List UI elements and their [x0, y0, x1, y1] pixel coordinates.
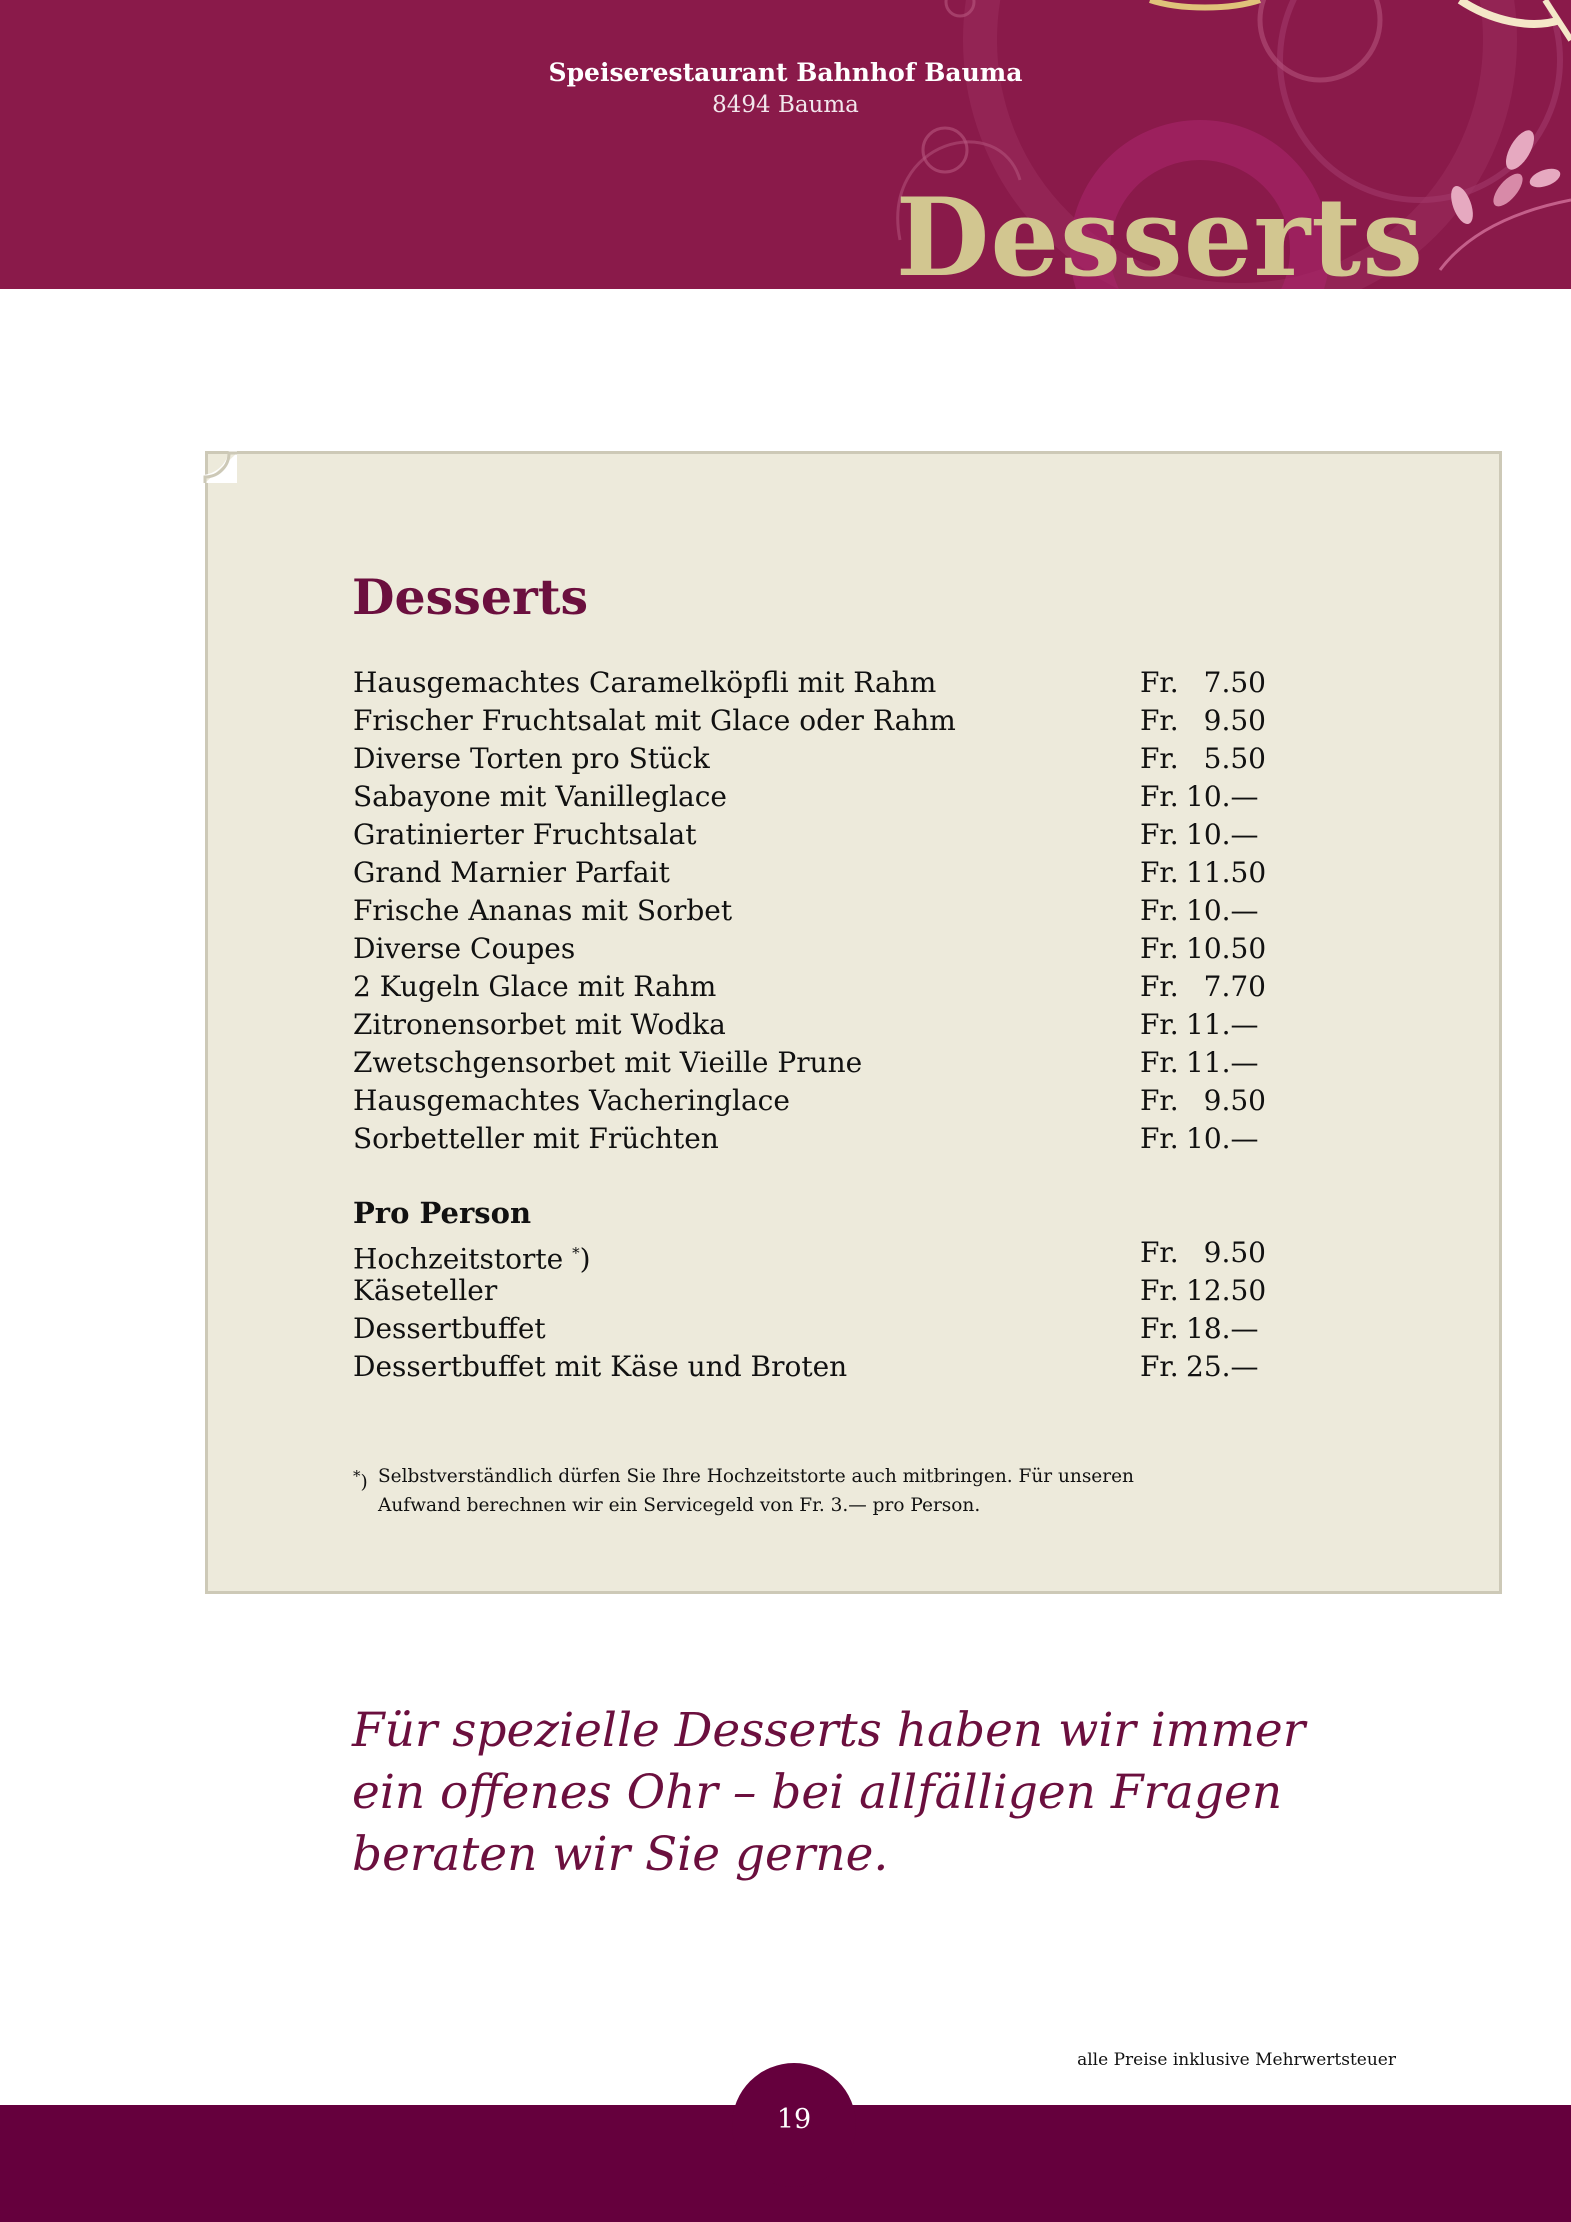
menu-item-price: Fr. 11.50	[1140, 856, 1267, 889]
footnote-text: Selbstverständlich dürfen Sie Ihre Hochzeitstorte auch mitbringen. Für unseren Aufwand berechnen wir ein Servicegeld von Fr. 3.— pro Person.	[378, 1466, 1134, 1516]
page-header	[0, 0, 1571, 289]
menu-item-name: Dessertbuffet mit Käse und Broten	[353, 1350, 848, 1383]
menu-item	[353, 1006, 1259, 1044]
footnote-ref: *	[572, 1244, 580, 1262]
section-title: Desserts	[352, 568, 589, 626]
per-person-list	[353, 1234, 1267, 1386]
menu-item-name: Diverse Coupes	[353, 932, 576, 965]
menu-item-name: Frische Ananas mit Sorbet	[353, 894, 733, 927]
menu-item-name: Käseteller	[353, 1274, 498, 1307]
menu-item-name: Gratinierter Fruchtsalat	[353, 818, 697, 851]
menu-item	[353, 816, 1259, 854]
menu-item	[353, 1348, 1259, 1386]
menu-item-price: Fr. 10.50	[1140, 932, 1267, 965]
dessert-list	[353, 664, 1267, 1158]
menu-item-price: Fr. 12.50	[1140, 1274, 1267, 1307]
menu-item-name: Hochzeitstorte *)	[353, 1242, 591, 1276]
footnote	[353, 1462, 1213, 1520]
menu-item-name: Hausgemachtes Vacheringlace	[353, 1084, 790, 1117]
menu-item-name: Hausgemachtes Caramelköpfli mit Rahm	[353, 666, 937, 699]
menu-item-price: Fr. 10.—	[1140, 894, 1259, 927]
menu-item-name: Dessertbuffet	[353, 1312, 546, 1345]
menu-item	[353, 664, 1266, 702]
menu-item-name: Frischer Fruchtsalat mit Glace oder Rahm	[353, 704, 956, 737]
menu-item-price: Fr. 9.50	[1140, 704, 1266, 737]
menu-item-price: Fr. 9.50	[1140, 1236, 1266, 1269]
banner-title: Desserts	[895, 175, 1424, 289]
menu-item-name: 2 Kugeln Glace mit Rahm	[353, 970, 717, 1003]
restaurant-name: Speiserestaurant Bahnhof Bauma	[548, 58, 1023, 87]
page-number: 19	[776, 2104, 812, 2135]
menu-item	[353, 1082, 1266, 1120]
restaurant-city: 8494 Bauma	[712, 92, 859, 118]
menu-item	[353, 740, 1266, 778]
menu-item-price: Fr. 5.50	[1140, 742, 1266, 775]
menu-item-price: Fr. 10.—	[1140, 818, 1259, 851]
menu-item-price: Fr. 10.—	[1140, 1122, 1259, 1155]
menu-item	[353, 930, 1267, 968]
menu-item-name: Zwetschgensorbet mit Vieille Prune	[353, 1046, 863, 1079]
menu-item-name: Sorbetteller mit Früchten	[353, 1122, 719, 1155]
menu-item	[353, 778, 1259, 816]
menu-item	[353, 1044, 1259, 1082]
menu-item	[353, 1234, 1266, 1276]
vat-note: alle Preise inklusive Mehrwertsteuer	[1077, 2050, 1396, 2070]
menu-item-price: Fr. 11.—	[1140, 1046, 1259, 1079]
menu-item	[353, 1120, 1259, 1158]
menu-item	[353, 892, 1259, 930]
footnote-marker: *)	[353, 1467, 368, 1494]
menu-item	[353, 1272, 1267, 1310]
menu-item-price: Fr. 7.50	[1140, 666, 1266, 699]
per-person-heading: Pro Person	[353, 1196, 532, 1230]
menu-item-name: Zitronensorbet mit Wodka	[353, 1008, 726, 1041]
menu-item-name: Grand Marnier Parfait	[353, 856, 670, 889]
menu-item	[353, 702, 1266, 740]
menu-item-name: Sabayone mit Vanilleglace	[353, 780, 727, 813]
menu-item	[353, 854, 1267, 892]
menu-item-price: Fr. 25.—	[1140, 1350, 1259, 1383]
menu-item-price: Fr. 11.—	[1140, 1008, 1259, 1041]
card-corner-notch	[201, 447, 237, 483]
menu-item	[353, 1310, 1259, 1348]
menu-item-price: Fr. 18.—	[1140, 1312, 1259, 1345]
menu-item	[353, 968, 1266, 1006]
tagline: Für spezielle Desserts haben wir immer ein offenes Ohr – bei allfälligen Fragen beraten wir Sie gerne.	[352, 1703, 1306, 1882]
menu-item-price: Fr. 9.50	[1140, 1084, 1266, 1117]
menu-item-price: Fr. 7.70	[1140, 970, 1266, 1003]
menu-item-name: Diverse Torten pro Stück	[353, 742, 710, 775]
menu-item-price: Fr. 10.—	[1140, 780, 1259, 813]
